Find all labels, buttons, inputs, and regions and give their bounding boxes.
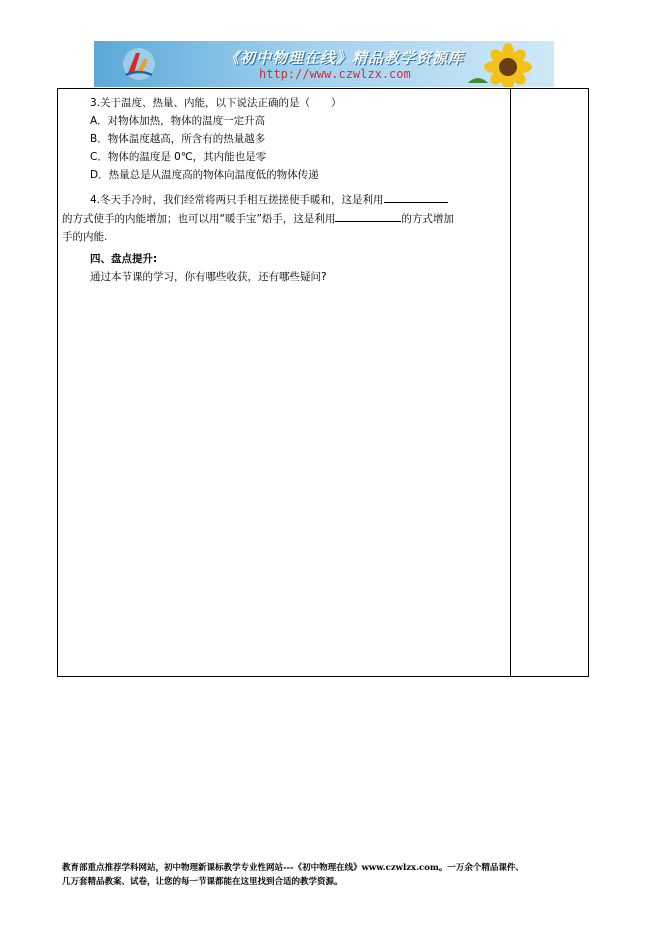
banner-url[interactable]: http://www.czwlzx.com <box>259 67 411 81</box>
section-4-heading: 四、盘点提升: <box>90 253 158 265</box>
sunflower-icon <box>468 43 546 87</box>
worksheet-content <box>62 94 506 286</box>
question-3-option-d: D．热量总是从温度高的物体向温度低的物体传递 <box>90 169 319 181</box>
banner-title: 《初中物理在线》精品教学资源库 <box>224 49 465 67</box>
header-banner <box>94 41 554 87</box>
question-4-line2 <box>62 209 506 228</box>
question-4-part4: 手的内能. <box>62 231 108 243</box>
answer-blank-1[interactable] <box>384 190 448 203</box>
question-3-option-c: C．物体的温度是 0℃，其内能也是零 <box>90 151 267 163</box>
question-3-stem: 3.关于温度、热量、内能，以下说法正确的是（ ） <box>90 97 342 109</box>
question-3-option-a: A．对物体加热，物体的温度一定升高 <box>90 115 266 127</box>
question-3-option-b: B．物体温度越高，所含有的热量越多 <box>90 133 266 145</box>
worksheet-table <box>57 88 589 677</box>
footer-line-2: 几万套精品教案、试卷，让您的每一节课都能在这里找到合适的教学资源。 <box>62 877 343 887</box>
logo-icon <box>122 47 156 81</box>
answer-blank-2[interactable] <box>335 209 401 222</box>
column-divider <box>510 89 511 676</box>
question-4 <box>62 190 506 209</box>
question-4-part3: 的方式增加 <box>401 213 454 225</box>
question-4-part2: 的方式使手的内能增加；也可以用“暖手宝”焐手，这是利用 <box>62 213 336 225</box>
footer-line-1: 教育部重点推荐学科网站，初中物理新课标教学专业性网站---《初中物理在线》www.czwlzx.com。一万余个精品课件、 <box>62 863 524 873</box>
question-4-part1: 4.冬天手冷时，我们经常将两只手相互搓搓使手暖和，这是利用 <box>90 194 384 206</box>
page-footer <box>62 861 602 889</box>
section-4-prompt: 通过本节课的学习，你有哪些收获，还有哪些疑问? <box>90 271 327 283</box>
